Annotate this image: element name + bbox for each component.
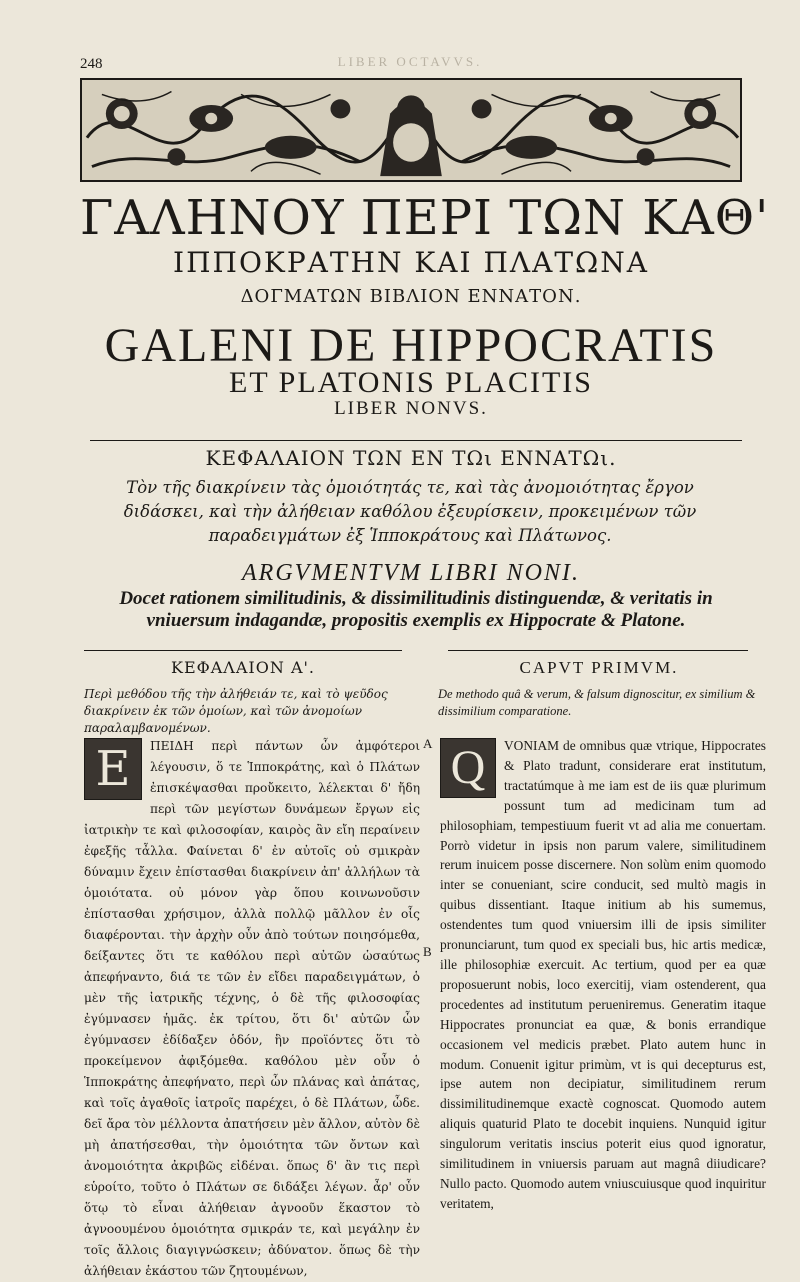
greek-text-column — [84, 736, 420, 1282]
headpiece-engraving — [82, 80, 740, 180]
greek-title-line-2: ΙΠΠΟΚΡΑΤΗΝ ΚΑΙ ΠΛΑΤΩΝΑ — [173, 246, 649, 279]
margin-marker-b: B — [423, 944, 432, 959]
latin-title-line-2: ET PLATONIS PLACITIS — [229, 366, 593, 399]
drop-cap-epsilon: Ε — [84, 738, 142, 800]
contents-heading-greek: ΚΕΦΑΛΑΙΟΝ ΤΩΝ ΕΝ ΤΩι ΕΝΝΑΤΩι. — [205, 446, 617, 470]
title-divider — [90, 440, 742, 441]
drop-cap-q: Q — [440, 738, 496, 798]
margin-marker-a: A — [423, 736, 433, 751]
floral-headpiece — [80, 78, 742, 182]
latin-text-column — [440, 736, 766, 1214]
latin-title-line-1: GALENI DE HIPPOCRATIS — [104, 319, 718, 372]
page-number: 248 — [80, 56, 103, 72]
chapter-subheading-latin: De methodo quâ & verum, & falsum dignoscitur, ex similium & dissimilium comparatione. — [438, 687, 756, 718]
latin-title-line-3: LIBER NONVS. — [334, 398, 488, 419]
contents-heading-latin: ARGVMENTVM LIBRI NONI. — [242, 560, 580, 586]
chapter-subheading-greek: Περὶ μεθόδου τῆς τὴν ἀλήθειάν τε, καὶ τὸ ψεῦδος διακρίνειν ἐκ τῶν ὁμοίων, καὶ τῶν ἀνομοίων παραλαμβανομένων. — [84, 687, 388, 735]
chapter-heading-latin: CAPVT PRIMVM. — [519, 658, 679, 677]
show-through-running-head: LIBER OCTAVVS. — [337, 54, 483, 69]
contents-summary-greek: Τὸν τῆς διακρίνειν τὰς ὁμοιότητάς τε, καὶ τὰς ἀνομοιότητας ἔργον διδάσκει, καὶ τὴν ἀλήθειαν καθόλου ἐξευρίσκειν, προκειμένων τῶν παραδειγμάτων ἐξ Ἱπποκράτους καὶ Πλάτωνος. — [123, 478, 697, 545]
greek-title-line-3: ΔΟΓΜΑΤΩΝ ΒΙΒΛΙΟΝ ΕΝΝΑΤΟΝ. — [240, 286, 582, 307]
greek-body-text: ΠΕΙΔΗ περὶ πάντων ὧν ἀμφότεροι λέγουσιν, ὅ τε Ἱπποκράτης, καὶ ὁ Πλάτων ἐπισκέψασθαι προὔκειτο, λέλεκται δ' ἤδη περὶ τῶν μεγίστων δυνάμεων ἔργων εἰς ἰατρικὴν τε καὶ φιλοσοφίαν, καιρὸς ἂν εἴη περαίνειν ἐφεξῆς τἆλλα. Φαίνεται δ' ἐν αὐτοῖς οὐ σμικρὰν δύναμιν ἔχειν ἐπίστασθαι διακρίνειν ἀπ' ἀλλήλων τὰ ὁμοιότατα. οὐ μόνον γὰρ ὅπου κοινωνοῦσιν ἐπίστασθαι χρήσιμον, ἀλλὰ πολλῷ μᾶλλον ἐν οἷς διαφέρονται. τὴν ἀρχὴν οὖν ἀπὸ τούτων ποιησόμεθα, δείξαντες ὅτι τε καθόλου περὶ αὐτῶν ὡσαύτως ἀπεφήναντο, διά τε τῶν ἐν εἴδει παραδειγμάτων, ὁ μὲν τῆς ἰατρικῆς τέχνης, ὁ δὲ τῆς φιλοσοφίας ἐγύμνασεν ἡμᾶς. ἐκ τρίτου, ὅτι δι' αὐτῶν ὧν ἐγύμνασεν ἐδίδαξεν ὁδόν, ἣν προϊόντες ὅτι τὸ προκείμενον ἀφιξόμεθα. καθόλου μὲν οὖν ὁ Ἱπποκράτης ἀπεφήνατο, περὶ ὧν πλάνας καὶ ἀπάτας, καὶ τοῖς ἀγαθοῖς ἰατροῖς παρέχει, ὁ δὲ Πλάτων, ὧδε. δεῖ ἄρα τὸν μέλλοντα ἀπατήσειν μὲν ἄλλον, αὐτὸν δὲ μὴ ἀπατήσεσθαι, τὴν ὁμοιότητα τῶν ὄντων καὶ ἀνομοιότητα ἀκριβῶς εἰδέναι. ὅπως δ' ἂν τις περὶ εὑροίτο, τοῦτο ὁ Πλάτων σε διδάξει λέγων. ἆρ' οὖν ὅτῳ τὸ εἶναι ἀλήθειαν ἀγνοοῦν ἕκαστον τὸ ἀγνοουμένου ὁμοιότητα σμικράν τε, καὶ μεγάλην ἐν τοῖς ἄλλοις διαγιγνώσκειν; ἀδύνατον. ὅπως δὲ τὴν ἀλήθειαν ἑκάστου τῶν ζητουμένων, — [84, 739, 420, 1278]
contents-summary-latin: Docet rationem similitudinis, & dissimilitudinis distinguendæ, & veritatis in vniuersum indagandæ, propositis exemplis ex Hippocrate & Platone. — [119, 588, 713, 631]
left-column-rule — [84, 650, 402, 651]
greek-title-line-1: ΓΑΛΗΝΟΥ ΠΕΡΙ ΤΩΝ ΚΑΘ' — [80, 190, 770, 246]
latin-body-text: VONIAM de omnibus quæ vtrique, Hippocrates & Plato tradunt, considerare erat institutum, tractatúmque à me iam est de iis quæ plurimum possunt tum ad medicinam tum ad philosophiam, tempestiuum fuerit vt ad alia me conuertam. Porrò videtur in ipsis non parum valere, similitudinem rerum inuicem posse discernere. Non solùm enim quomodo inter se conueniant, scire conducit, sed multò magis in quibus dissentiant. Itaque initium ab his sumemus, ostendentes tum quod vniuersim illi de ipsis similiter pronunciarunt, tum quod ex speciali bus, hic artis medicæ, ille philosophiæ exercuit. Ac tertium, quod per ea quæ proposuerunt nobis, loco exercitij, viam ostenderent, qua procedentes ad institutum perueniremus. Generatim itaque Hippocrates pronunciat ea quæ, & bonis errandique occasionem vel medicis præbet. Plato autem hunc in modum. Conuenit igitur primùm, vt is qui decepturus est, ipse autem non decipiatur, similitudinem rerum dissimilitudinemque exactè cognoscat. Quomodo autem aliquis quaturid Plato te docebit inquiens. Nunquid igitur singulorum veritatis inscius poterit eius quod ignoratur, similitudinem in vniuersis paruam aut magnâ diiudicare? Nullo pacto. Quomodo autem vniuscuiusque quod inquiritur veritatem, — [440, 738, 766, 1211]
right-column-rule — [448, 650, 748, 651]
chapter-heading-greek: ΚΕΦΑΛΑΙΟΝ Α'. — [171, 658, 315, 677]
